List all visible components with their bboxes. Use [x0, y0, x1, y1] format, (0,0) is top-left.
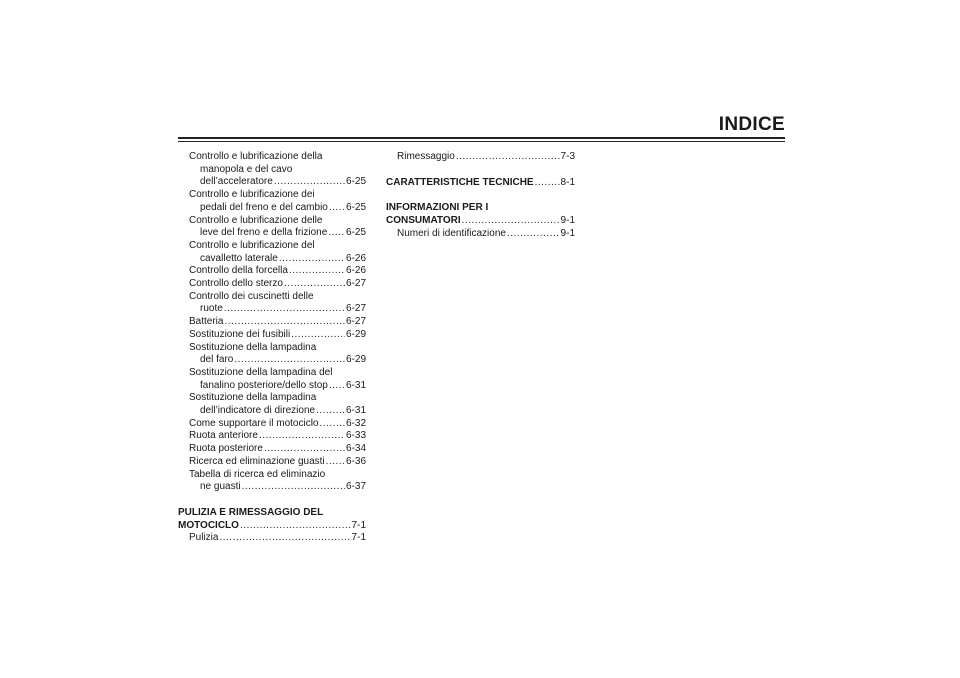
dot-leader	[316, 405, 345, 418]
dot-leader	[284, 278, 345, 291]
entry-label-line: Controllo dei cuscinetti delle	[189, 290, 314, 302]
entry-label: Ruota anteriore	[189, 430, 258, 442]
entry-label-line: Tabella di ricerca ed eliminazio	[189, 468, 326, 480]
toc-entry-pulizia[interactable]	[178, 532, 366, 545]
section-title-line2: CONSUMATORI	[386, 215, 461, 227]
entry-label: Sostituzione dei fusibili	[189, 328, 291, 340]
entry-label-line: Controllo e lubrificazione delle	[189, 214, 323, 226]
entry-label: Come supportare il motociclo	[189, 417, 319, 429]
entry-label: fanalino posteriore/dello stop	[200, 379, 328, 391]
toc-section-caratteristiche[interactable]	[386, 177, 575, 190]
toc-entry[interactable]	[178, 151, 366, 189]
entry-label-line: Sostituzione della lampadina del	[189, 366, 333, 378]
dot-leader	[291, 329, 345, 342]
page-number: 8-1	[560, 176, 575, 188]
toc-entry[interactable]	[178, 215, 366, 240]
toc-entry[interactable]	[178, 418, 366, 431]
toc-entry-rimessaggio[interactable]	[386, 151, 575, 164]
entry-label: pedali del freno e del cambio	[200, 201, 328, 213]
toc-entry[interactable]	[178, 316, 366, 329]
page-number: 6-27	[345, 278, 366, 290]
page-number: 6-37	[345, 481, 366, 493]
page-number: 6-31	[345, 379, 366, 391]
page-number: 9-1	[560, 215, 575, 227]
entry-label: Controllo dello sterzo	[189, 278, 283, 290]
page-number: 7-1	[351, 519, 366, 531]
entry-label: ne guasti	[200, 481, 241, 493]
toc-entry[interactable]	[178, 367, 366, 392]
section-title-line1: PULIZIA E RIMESSAGGIO DEL	[178, 506, 324, 518]
toc-section-informazioni[interactable]	[386, 202, 575, 227]
dot-leader	[242, 481, 345, 494]
dot-leader	[274, 176, 345, 189]
entry-label: Rimessaggio	[397, 151, 455, 162]
entry-label-line: Controllo e lubrificazione del	[189, 239, 315, 251]
page-number: 6-25	[345, 227, 366, 239]
toc-left-column	[178, 151, 366, 545]
dot-leader	[462, 215, 560, 228]
toc-entry[interactable]	[178, 469, 366, 494]
entry-label-line: Sostituzione della lampadina	[189, 392, 317, 404]
toc-entry-list	[178, 151, 366, 494]
page-number: 6-27	[345, 303, 366, 315]
entry-label: Ruota posteriore	[189, 443, 263, 455]
page-number: 6-26	[345, 252, 366, 264]
toc-entry[interactable]	[178, 329, 366, 342]
section-gap	[386, 164, 575, 177]
dot-leader	[456, 151, 560, 164]
entry-label: cavalletto laterale	[200, 252, 278, 264]
dot-leader	[240, 520, 351, 533]
toc-entry[interactable]	[178, 443, 366, 456]
entry-label: dell’acceleratore	[200, 176, 273, 188]
page-number: 6-29	[345, 328, 366, 340]
entry-label-line: Controllo e lubrificazione della	[189, 151, 323, 162]
dot-leader	[326, 456, 345, 469]
entry-label: ruote	[200, 303, 223, 315]
section-gap	[178, 494, 366, 507]
dot-leader	[328, 227, 345, 240]
dot-leader	[507, 228, 560, 241]
page-number: 6-26	[345, 265, 366, 277]
dot-leader	[219, 532, 350, 545]
page-number: 6-29	[345, 354, 366, 366]
entry-label: Ricerca ed eliminazione guasti	[189, 455, 325, 467]
section-gap	[386, 189, 575, 202]
entry-label: Controllo della forcella	[189, 265, 288, 277]
page-title: INDICE	[718, 114, 785, 135]
dot-leader	[264, 443, 345, 456]
entry-label-line: Sostituzione della lampadina	[189, 341, 317, 353]
dot-leader	[535, 177, 560, 190]
entry-label-line: Controllo e lubrificazione dei	[189, 189, 315, 201]
entry-label-line: manopola e del cavo	[200, 163, 293, 175]
toc-entry[interactable]	[178, 189, 366, 214]
dot-leader	[279, 253, 345, 266]
section-title-line1: INFORMAZIONI PER I	[386, 202, 489, 214]
dot-leader	[259, 430, 345, 443]
toc-entry[interactable]	[178, 265, 366, 278]
entry-label: Numeri di identificazione	[397, 227, 506, 239]
page-number: 7-1	[351, 532, 366, 544]
section-title-line2: MOTOCICLO	[178, 519, 239, 531]
toc-entry[interactable]	[178, 278, 366, 291]
entry-label: Pulizia	[189, 532, 219, 544]
page-number: 6-25	[345, 201, 366, 213]
page-number: 6-31	[345, 405, 366, 417]
entry-label: leve del freno e della frizione	[200, 227, 328, 239]
entry-label: dell’indicatore di direzione	[200, 405, 316, 417]
toc-entry[interactable]	[178, 342, 366, 367]
toc-entry[interactable]	[178, 240, 366, 265]
page-number: 6-25	[345, 176, 366, 188]
dot-leader	[234, 354, 345, 367]
page-number: 6-27	[345, 316, 366, 328]
page-number: 9-1	[560, 227, 575, 239]
section-title: CARATTERISTICHE TECNICHE	[386, 176, 534, 188]
entry-label: Batteria	[189, 316, 224, 328]
dot-leader	[329, 380, 345, 393]
toc-right-column	[386, 151, 575, 241]
page-number: 6-36	[345, 455, 366, 467]
page-number: 7-3	[560, 151, 575, 162]
dot-leader	[320, 418, 345, 431]
page-number: 6-32	[345, 417, 366, 429]
toc-entry[interactable]	[178, 456, 366, 469]
toc-entry[interactable]	[178, 291, 366, 316]
header-rule-thin	[178, 141, 785, 142]
dot-leader	[224, 303, 345, 316]
dot-leader	[224, 316, 345, 329]
toc-section-pulizia[interactable]	[178, 507, 366, 532]
toc-entry[interactable]	[178, 392, 366, 417]
toc-entry[interactable]	[178, 430, 366, 443]
page-number: 6-33	[345, 430, 366, 442]
dot-leader	[289, 265, 345, 278]
header-rule-thick	[178, 137, 785, 139]
entry-label: del faro	[200, 354, 234, 366]
toc-entry-numeri[interactable]	[386, 228, 575, 241]
dot-leader	[329, 202, 345, 215]
page-number: 6-34	[345, 443, 366, 455]
